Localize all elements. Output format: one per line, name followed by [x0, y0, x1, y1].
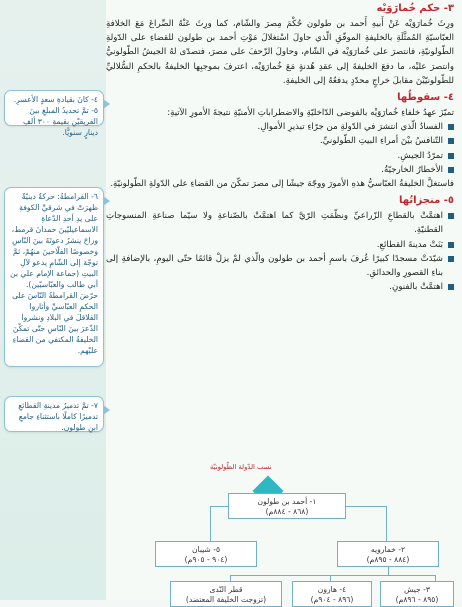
square-bullet-icon — [448, 138, 454, 144]
section-4-conclusion: فاستغلَّ الخليفةُ العبّاسيُّ هذهِ الأمورَ ووجّهَ جيشًا إلى مصرَ تمكّنَ من القضاءِ على الدّولةِ الطّولونيّةِ. — [110, 179, 454, 190]
list-item: الفسادُ الّذي انتشرَ في الدّولةِ من جرّاءِ تبذيرِ الأموالِ. — [106, 120, 454, 134]
list-item: التّنافسُ بيْنَ أمراءِ البيتِ الطّولونيِّ. — [106, 134, 454, 148]
footnote-4-5: ٤- كانَ بقيادةِ سعدٍ الأعسرِ. ٥- تمَّ تحديدُ المبلغِ بينَ الفريقيْنِ بقيمةِ ٣٠٠ ألفِ دينارٍ سنويًّا. — [4, 90, 104, 126]
dynasty-family-tree — [110, 463, 454, 604]
tree-node-jaysh: ٣- جيش (٨٩٥ - ٨٩٦م) — [380, 581, 454, 607]
square-bullet-icon — [448, 284, 454, 290]
footnote-6: ٦- القرامطةُ: حركةٌ دينيّةٌ ظهرَتْ في شرقيِّ الكوفةِ على يدِ أحدِ الدّعاةِ الاسماعيليّينَ حمدانَ قرمط، وراحَ ينشرُ دعوتَهُ بينَ النّاسِ وخصوصًا الفلّاحينَ منهُمْ، ثمَّ توجّهَ إلى الشّامِ يدعو لآلِ البيتِ (جماعة الإمام علي بن أبي طالب والعبّاسيّين). حرّضَ القرامطةُ النّاسَ على الحكمِ العبّاسيِّ وأثاروا القلاقلَ في البلادِ ونشروا الذّعرَ بينَ النّاسِ حتّى تمكّنَ الخليفةُ المكتفي من القضاءِ عليْهم. — [4, 187, 104, 367]
square-bullet-icon — [448, 213, 454, 219]
tree-node-shayban: ٥- شيبان (٩٠٤ - ٩٠٥م) — [155, 541, 257, 567]
main-content — [106, 2, 454, 294]
tree-node-qatr: قطر النّدى (تزوجت الخليفة المعتضد) — [170, 581, 282, 607]
square-bullet-icon — [448, 256, 454, 262]
list-item: بَنَتْ مدينةَ القطائعِ. — [106, 238, 454, 252]
section-5-heading: ٥- منجزاتُها — [399, 195, 454, 207]
tree-node-harun: ٤- هارون (٨٩٦ - ٩٠٤م) — [292, 581, 372, 607]
list-item: شيّدَتْ مسجدًا كبيرًا عُرفَ باسمِ أحمد بن طولون والّذي لمْ يزلْ قائمًا حتّى اليومِ، بالإضافةِ إلى بناءِ القصورِ والحدائقِ. — [106, 252, 454, 280]
tree-connector — [388, 567, 389, 575]
footnote-7: ٧- تمَّ تدميرُ مدينةِ القطائعِ تدميرًا كاملًا باستثناءِ جامعِ ابنِ طولون. — [4, 396, 104, 432]
list-item: الأخطارُ الخارجيّةُ. — [106, 163, 454, 177]
section-4-list — [106, 120, 454, 177]
section-3-heading: ٣- حكم خُمارَوَيْه — [376, 3, 454, 14]
tree-connector — [386, 506, 387, 541]
square-bullet-icon — [448, 167, 454, 173]
tree-node-khumarawayh: ٢- خمارويه (٨٨٤ - ٨٩٥م) — [337, 541, 439, 567]
tree-connector — [210, 506, 211, 541]
list-item: تمرّدُ الجيشِ. — [106, 149, 454, 163]
tree-node-ahmad: ١- أحمد بن طولون (٨٦٨ - ٨٨٤م) — [228, 493, 346, 519]
square-bullet-icon — [448, 153, 454, 159]
section-4-intro: تميّزَ عهدُ خلفاءِ خُمارَوَيْه بالفوضى الدّاخليّةِ والاضطراباتِ الأمنيّةِ نتيجةَ الأمورِ الآتيةِ: — [167, 108, 454, 119]
section-5-list — [106, 209, 454, 294]
tree-connector — [230, 575, 435, 576]
section-3-text: ورِثَ خُمارَوَيْه عَنْ أَبيهِ أَحمد بن طولون حُكْمَ مِصرَ والشّام، كما ورِثَ عَنْهُ الصِّراعَ مَعَ الخلافةِ العبّاسيّةِ المُمثَّلَةِ بالخليفةِ الموفّقِ الّذي حاولَ اسْتغلالَ مَوْتِ أحمد بن طولون للقضاءِ على الدّولةِ الطّولونيّةِ، فانتصرَ على خُمارَوَيْه في الشّام، وحاولَ الزّحفَ على مصرَ، فتصدّى لهُ الجيشُ الطّولونيُّ وانتصرَ عليْه، ما دفعَ الخليفةَ إلى عقدِ هُدنةٍ مَعَ خُمارَوَيْه، اعترفَ بموجبِها الخليفةُ بالحكمِ السُّلاليِّ للطّولونيّيْنَ مقابلَ خراجٍ محدّدٍ يدفعُهُ إلى الخليفةِ. — [106, 19, 454, 86]
tree-connector — [210, 506, 228, 507]
list-item: اهتمَّتْ بالفنونِ. — [106, 280, 454, 294]
tree-title: نسب الدّولة الطّولونيّة — [210, 463, 272, 471]
square-bullet-icon — [448, 242, 454, 248]
tree-connector — [346, 506, 386, 507]
list-item: اهتمَّتْ بالقطاعِ الزّراعيِّ ونظّمَتِ الرّيَّ كما اهتمَّتْ بالصّناعةِ ولا سيّما صناعةِ المنسوجاتِ القطنيّةِ. — [106, 209, 454, 237]
section-4-heading: ٤- سقوطُها — [397, 92, 454, 104]
square-bullet-icon — [448, 124, 454, 130]
